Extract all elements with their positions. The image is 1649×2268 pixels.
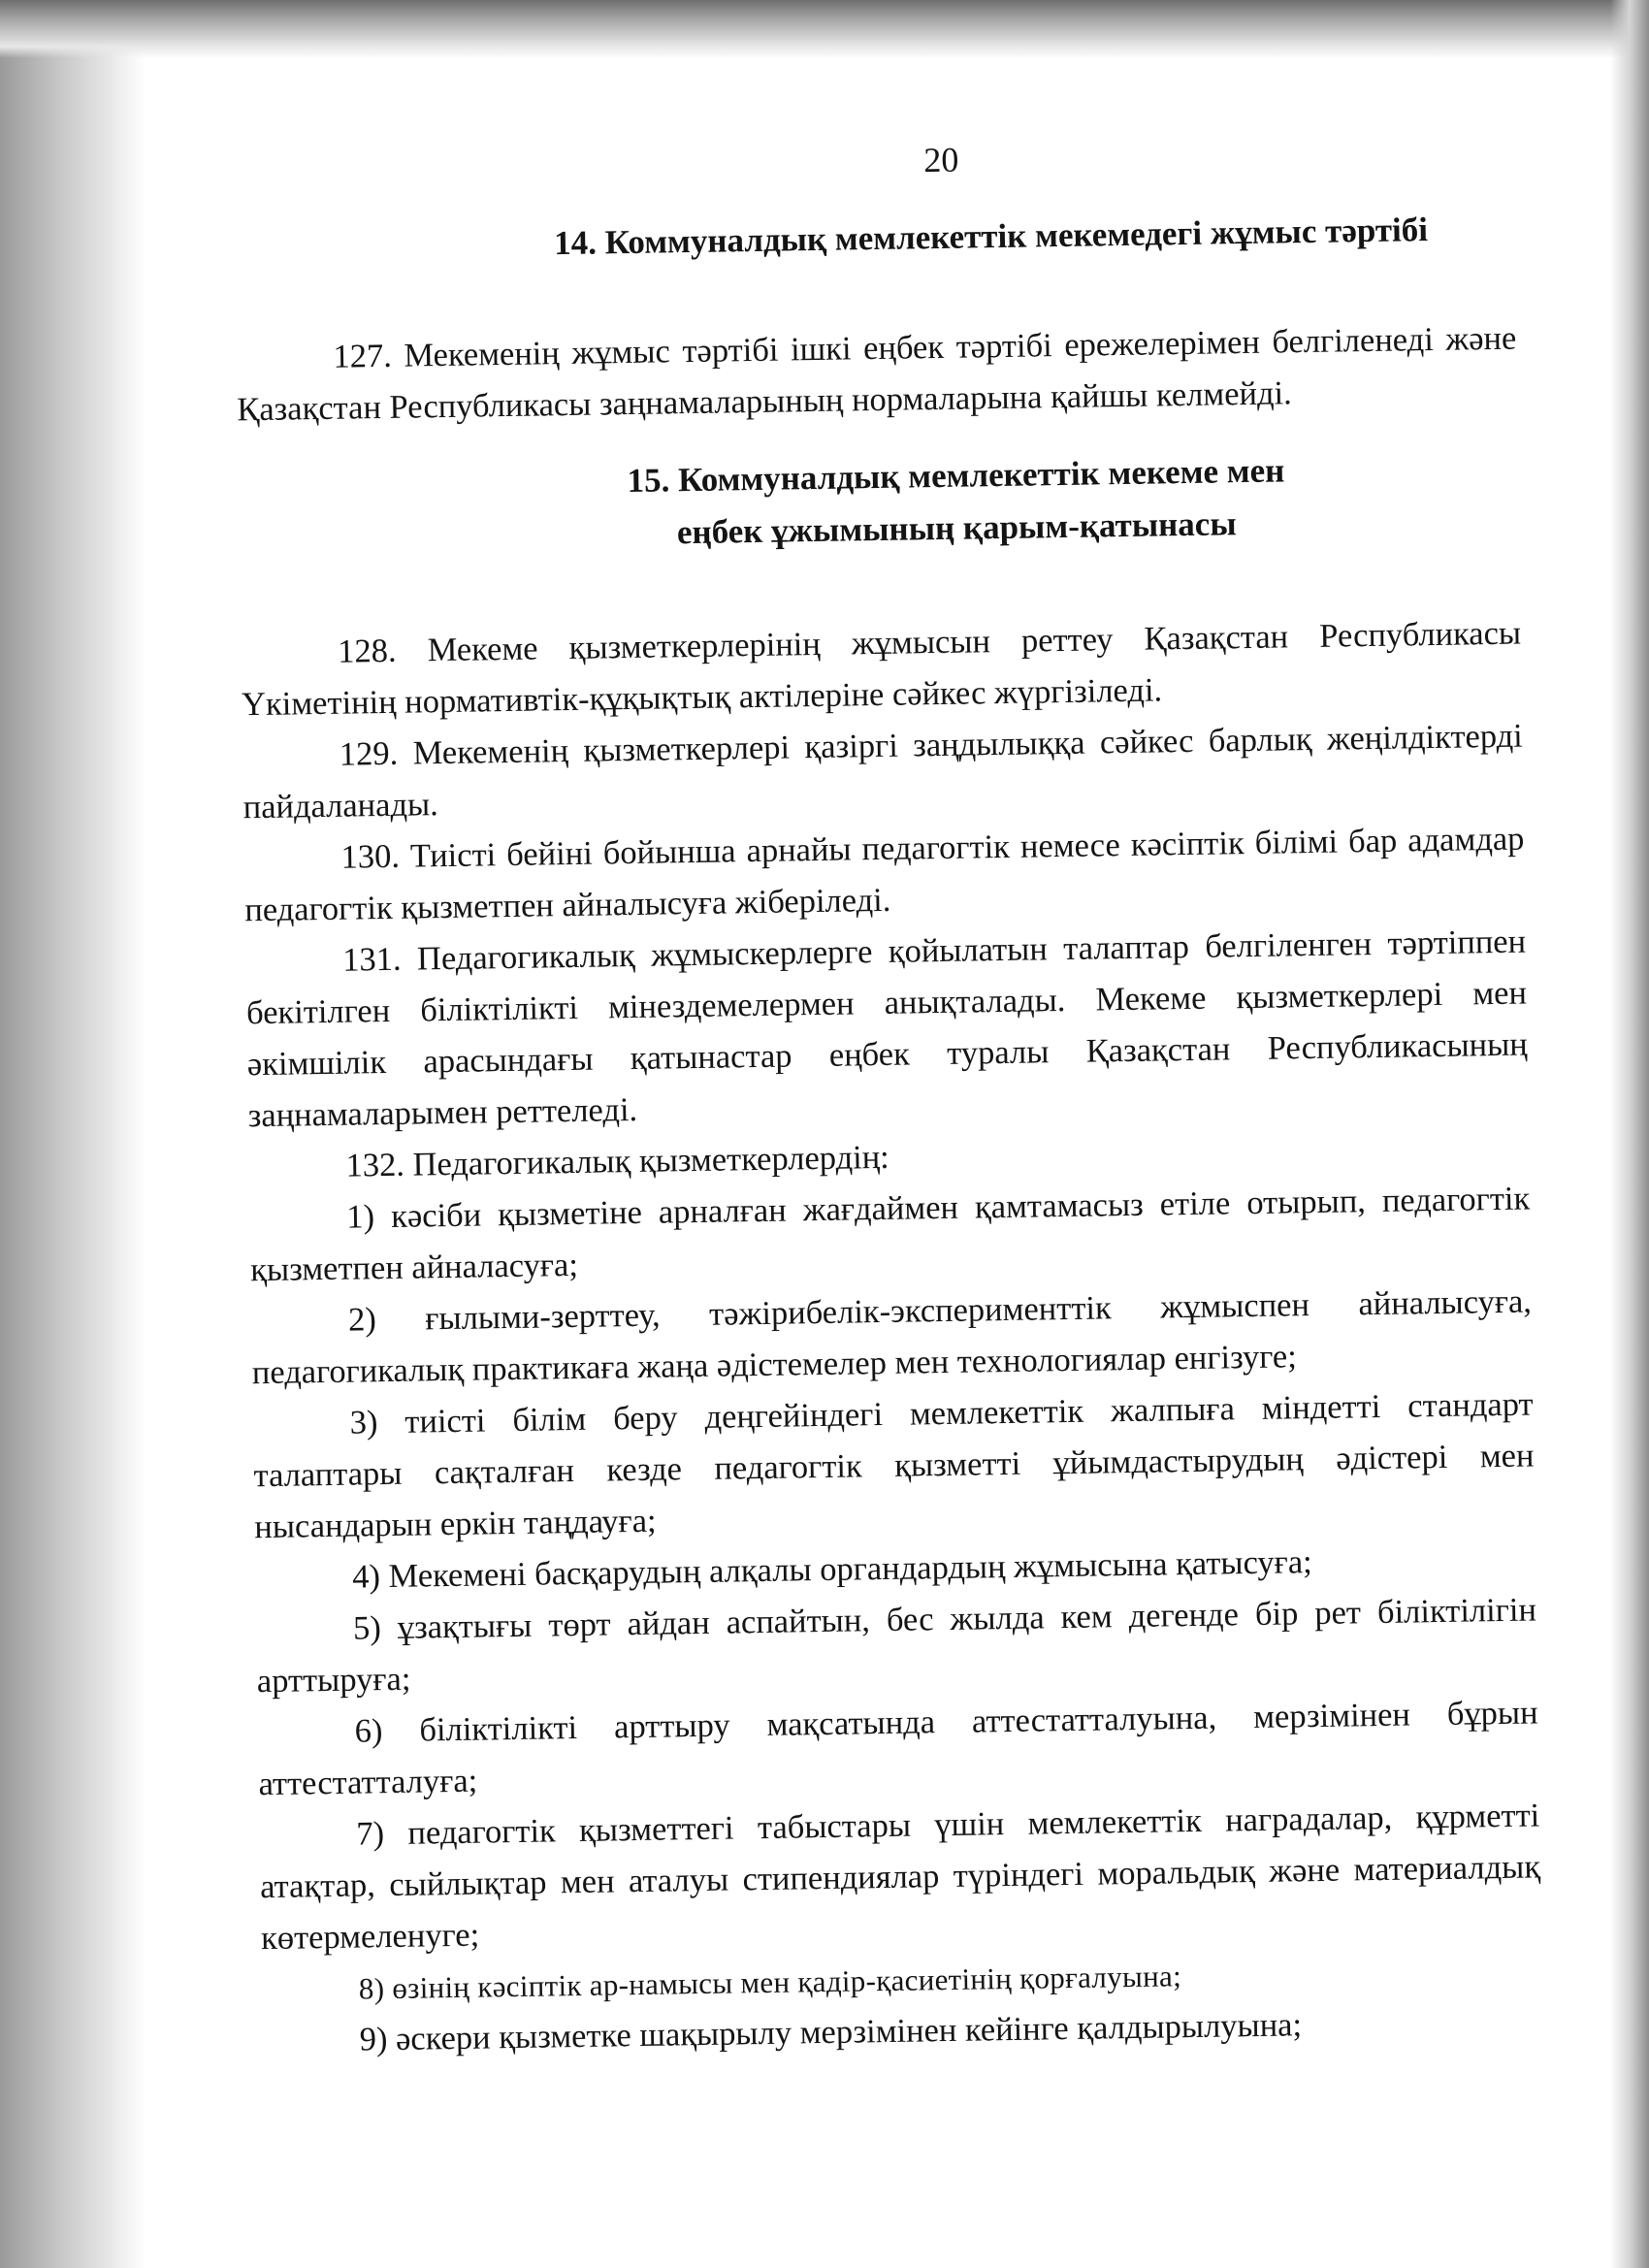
section-15-heading-line2: еңбек ұжымының қарым-қатынасы <box>676 504 1237 552</box>
paragraph-127: 127. Мекеменің жұмыс тәртібі ішкі еңбек тәртібі ережелерімен белгіленеді және Қазақстан Республикасы заңнамаларының нормаларына қайшы келмейді. <box>236 319 1517 429</box>
list-item-3: 3) тиісті білім беру деңгейіндегі мемлекеттік жалпыға міндетті стандарт талаптары сақталған кезде педагогтік қызметті ұйымдастырудың әдістері мен нысандарын еркін таңдауға; <box>253 1385 1535 1546</box>
page-number: 20 <box>923 140 959 180</box>
document-page <box>233 131 1543 2067</box>
scan-shadow-left <box>0 0 146 2268</box>
section-15-heading-line1: 15. Коммуналдық мемлекеттік мекеме мен <box>627 451 1285 501</box>
list-item-7: 7) педагогтік қызметтегі табыстары үшін мемлекеттік наградалар, құрметті атақтар, сыйлықтар мен аталуы стипендиялар түріндегі моральдық және материалдық көтермеленуге; <box>259 1797 1541 1958</box>
paragraph-131: 131. Педагогикалық жұмыскерлерге қойылатын талаптар белгіленген тәртіппен бекітілген біліктілікті мінездемелермен анықталады. Мекеме қызметкерлері мен әкімшілік арасындағы қатынастар еңбек туралы Қазақстан Республикасының заңнамаларымен реттеледі. <box>245 923 1529 1135</box>
list-item-4: 4) Мекемені басқарудың алқалы органдардың жұмысына қатысуға; <box>351 1543 1312 1596</box>
list-item-2: 2) ғылыми-зерттеу, тәжірибелік-эксперименттік жұмыспен айналысуға, педагогикалық практикаға жаңа әдістемелер мен технологиялар енгізуге; <box>251 1282 1533 1392</box>
list-item-6: 6) біліктілікті арттыру мақсатында аттестатталуына, мерзімінен бұрын аттестатталуға; <box>258 1694 1538 1803</box>
section-14-heading: 14. Коммуналдық мемлекеттік мекемедегі жұмыс тәртібі <box>553 211 1429 263</box>
scan-shadow-right <box>1610 0 1649 2268</box>
scan-shadow-top <box>0 0 1649 58</box>
list-item-5: 5) ұзақтығы төрт айдан аспайтын, бес жылда кем дегенде бір рет біліктілігін арттыруға; <box>256 1591 1537 1701</box>
paragraph-128: 128. Мекеме қызметкерлерінің жұмысын реттеу Қазақстан Республикасы Үкіметінің нормативтік-құқықтық актілеріне сәйкес жүргізіледі. <box>241 614 1522 724</box>
list-item-1: 1) кәсіби қызметіне арналған жағдаймен қамтамасыз етіле отырып, педагогтік қызметпен айналасуға; <box>249 1180 1531 1289</box>
paragraph-130: 130. Тиісті бейіні бойынша арнайы педагогтік немесе кәсіптік білімі бар адамдар педагогтік қызметпен айналысуға жіберіледі. <box>244 820 1525 929</box>
paragraph-129: 129. Мекеменің қызметкерлері қазіргі заңдылыққа сәйкес барлық жеңілдіктерді пайдаланады. <box>242 717 1524 826</box>
list-item-8: 8) өзінің кәсіптік ар-намысы мен қадір-қасиетінің қорғалуына; <box>358 1959 1182 2006</box>
paragraph-132: 132. Педагогикалық қызметкерлердің: <box>345 1138 890 1184</box>
section-15-heading <box>238 441 1520 567</box>
list-item-9: 9) әскери қызметке шақырылу мерзімінен кейінге қалдырылуына; <box>359 2006 1303 2058</box>
